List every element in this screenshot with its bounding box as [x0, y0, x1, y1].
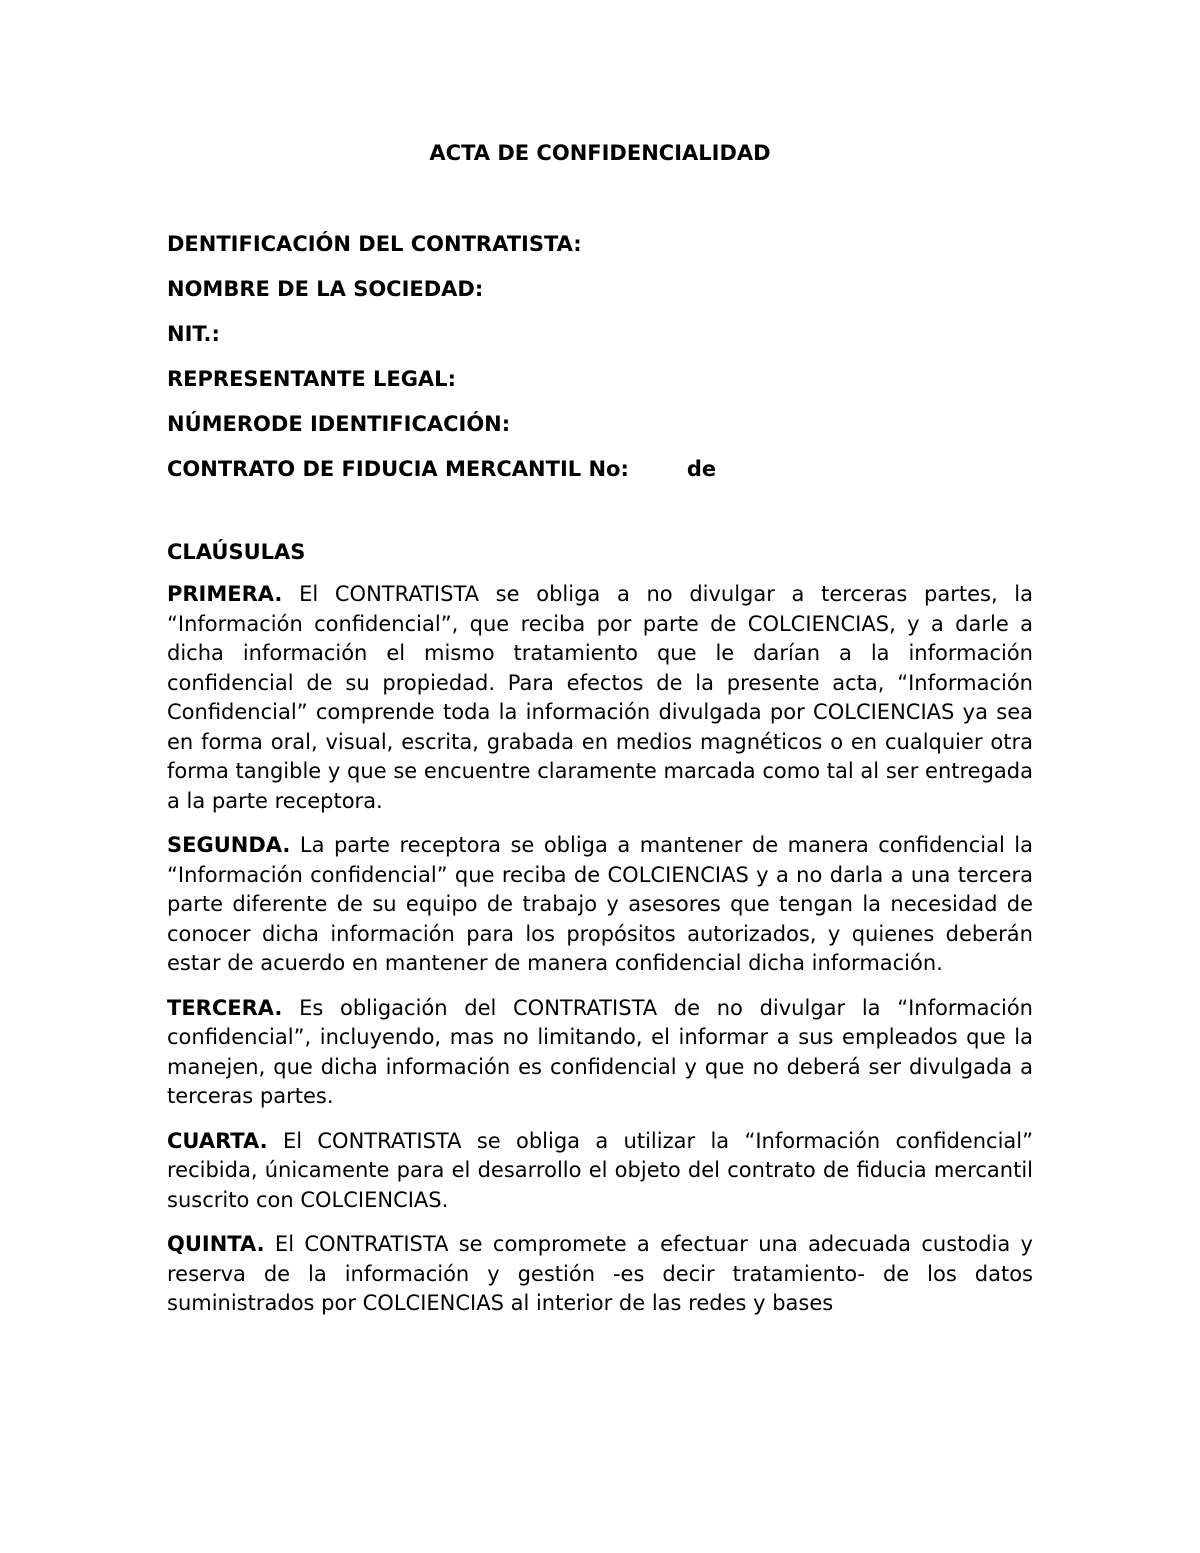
field-nit: NIT.:: [167, 322, 220, 346]
field-nombre-sociedad: NOMBRE DE LA SOCIEDAD:: [167, 277, 484, 301]
document-title: ACTA DE CONFIDENCIALIDAD: [429, 141, 771, 165]
clause-quinta: [167, 1230, 1033, 1319]
field-numero-identificacion: NÚMERODE IDENTIFICACIÓN:: [167, 412, 511, 436]
clause-cuarta: [167, 1127, 1033, 1216]
document-page: [167, 138, 1033, 1334]
clause-lead: QUINTA.: [167, 1232, 265, 1256]
clauses-heading: CLAÚSULAS: [167, 540, 306, 564]
field-contrato-label: CONTRATO DE FIDUCIA MERCANTIL No:: [167, 457, 629, 481]
clause-text: El CONTRATISTA se obliga a no divulgar a terceras partes, la “Información confidencial”, que reciba por parte de COLCIENCIAS, y a darle a dicha información el mismo tratamiento que le darían a la información confidencial de su propiedad. Para efectos de la presente acta, “Información Confidencial” comprende toda la información divulgada por COLCIENCIAS ya sea en forma oral, visual, escrita, grabada en medios magnéticos o en cualquier otra forma tangible y que se encuentre claramente marcada como tal al ser entregada a la parte receptora.: [167, 582, 1033, 813]
clause-primera: [167, 580, 1033, 816]
clause-lead: TERCERA.: [167, 995, 283, 1020]
clause-tercera: [167, 994, 1033, 1112]
clause-text: La parte receptora se obliga a mantener de manera confidencial la “Información confidencial” que reciba de COLCIENCIAS y a no darla a una tercera parte diferente de su equipo de trabajo y asesores que tengan la necesidad de conocer dicha información para los propósitos autorizados, y quienes deberán estar de acuerdo en mantener de manera confidencial dicha información.: [167, 833, 1033, 975]
clause-segunda: [167, 831, 1033, 979]
clause-text: El CONTRATISTA se obliga a utilizar la “Información confidencial” recibida, únicamente para el desarrollo el objeto del contrato de fiducia mercantil suscrito con COLCIENCIAS.: [167, 1128, 1033, 1212]
field-contrato-fiducia: [167, 454, 1033, 484]
clause-text: Es obligación del CONTRATISTA de no divulgar la “Información confidencial”, incluyendo, mas no limitando, el informar a sus empleados que la manejen, que dicha información es confidencial y que no deberá ser divulgada a terceras partes.: [167, 995, 1033, 1108]
clause-text: El CONTRATISTA se compromete a efectuar una adecuada custodia y reserva de la información y gestión -es decir tratamiento- de los datos suministrados por COLCIENCIAS al interior de las redes y bases: [167, 1232, 1033, 1315]
contractor-fields: [167, 229, 1033, 484]
clause-lead: SEGUNDA.: [167, 833, 291, 857]
field-identificacion: DENTIFICACIÓN DEL CONTRATISTA:: [167, 232, 582, 256]
clause-lead: PRIMERA.: [167, 582, 283, 606]
field-contrato-suffix: de: [686, 457, 717, 481]
field-representante-legal: REPRESENTANTE LEGAL:: [167, 367, 456, 391]
clause-lead: CUARTA.: [167, 1128, 268, 1153]
